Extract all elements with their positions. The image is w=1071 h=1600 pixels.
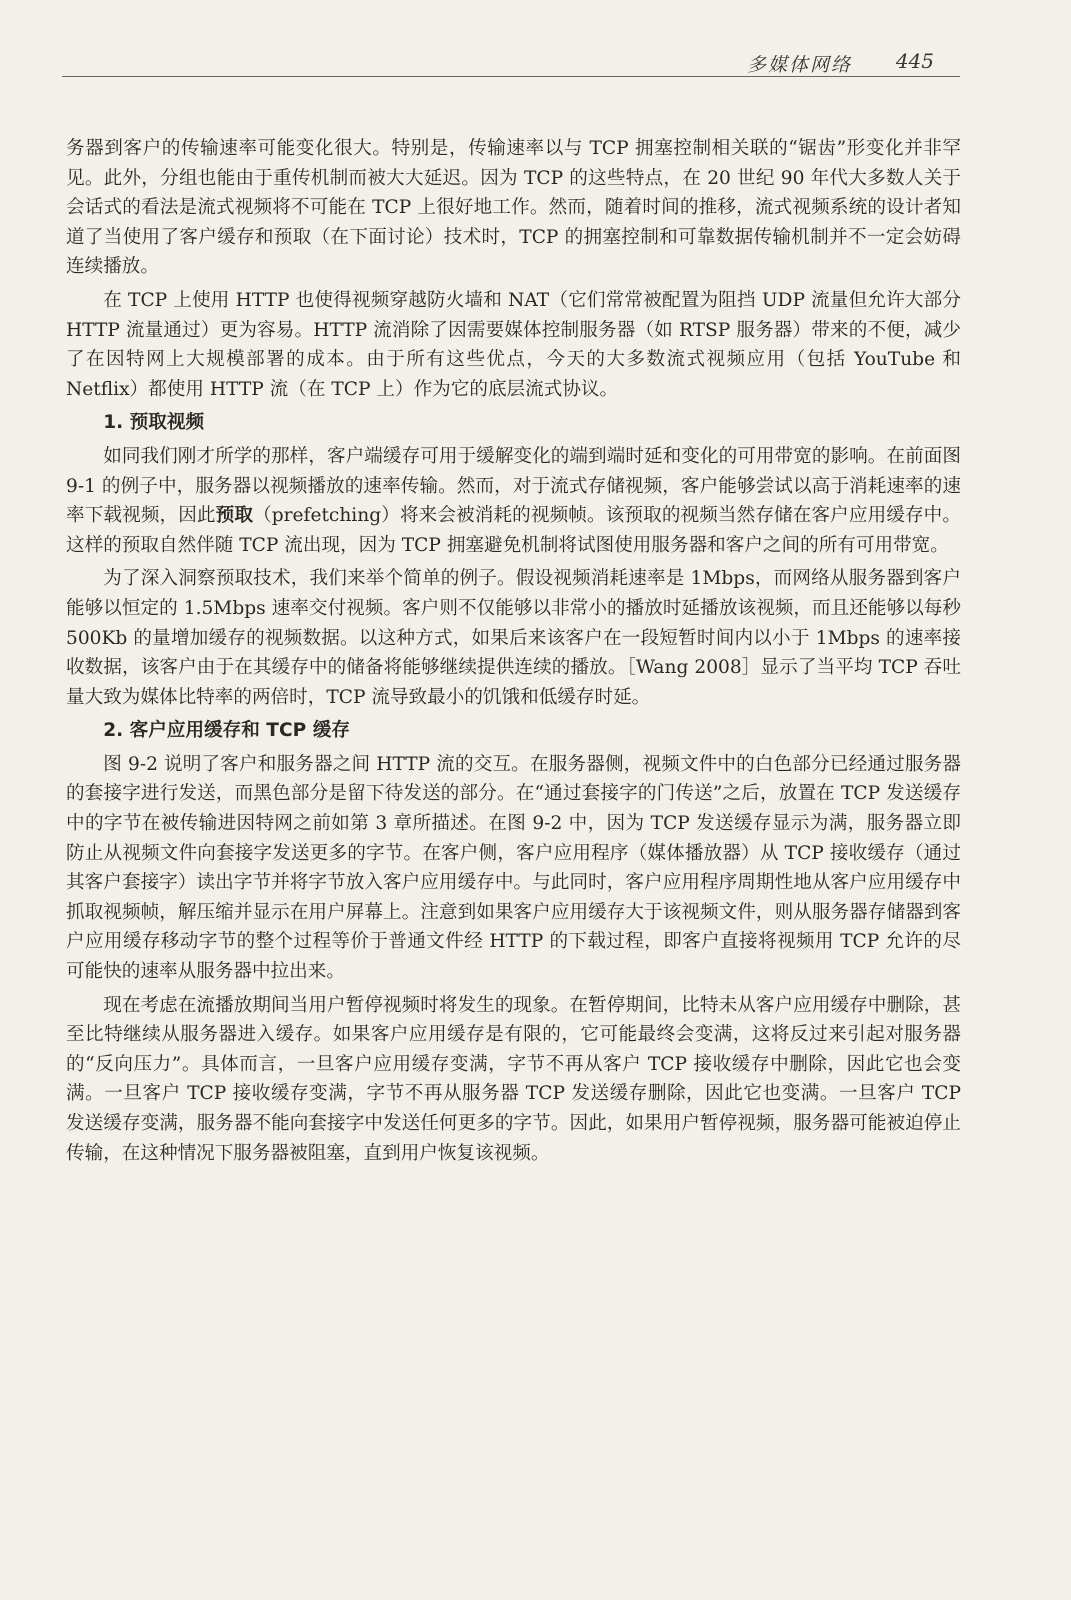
- paragraph-prefetch-example: 为了深入洞察预取技术，我们来举个简单的例子。假设视频消耗速率是 1Mbps，而网络从服务器到客户能够以恒定的 1.5Mbps 速率交付视频。客户则不仅能够以非常小的播放时延播放该视频，而且还能够以每秒 500Kb 的量增加缓存的视频数据。以这种方式，如果后来该客户在一段短暂时间内以小于 1Mbps 的速率接收数据，该客户由于在其缓存中的储备将能够继续提供连续的播放。［Wang 2008］显示了当平均 TCP 吞吐量大致为媒体比特率的两倍时，TCP 流导致最小的饥饿和低缓存时延。: [66, 568, 961, 708]
- running-header: [62, 44, 960, 77]
- paragraph-http-tcp: 在 TCP 上使用 HTTP 也使得视频穿越防火墙和 NAT（它们常常被配置为阻挡 UDP 流量但允许大部分 HTTP 流量通过）更为容易。HTTP 流消除了因需要媒体控制服务器（如 RTSP 服务器）带来的不便，减少了在因特网上大规模部署的成本。由于所有这些优点，今天的大多数流式视频应用（包括 YouTube 和 Netflix）都使用 HTTP 流（在 TCP 上）作为它的底层流式协议。: [66, 289, 961, 400]
- paragraph-prefetch-intro: [66, 442, 961, 560]
- paragraph-buffers: 图 9-2 说明了客户和服务器之间 HTTP 流的交互。在服务器侧，视频文件中的白色部分已经通过服务器的套接字进行发送，而黑色部分是留下待发送的部分。在“通过套接字的门传送”之后，放置在 TCP 发送缓存中的字节在被传输进因特网之前如第 3 章所描述。在图 9-2 中，因为 TCP 发送缓存显示为满，服务器立即防止从视频文件向套接字发送更多的字节。在客户侧，客户应用程序（媒体播放器）从 TCP 接收缓存（通过其客户套接字）读出字节并将字节放入客户应用缓存中。与此同时，客户应用程序周期性地从客户应用缓存中抓取视频帧，解压缩并显示在用户屏幕上。注意到如果客户应用缓存大于该视频文件，则从服务器存储器到客户应用缓存移动字节的整个过程等价于普通文件经 HTTP 的下载过程，即客户直接将视频用 TCP 允许的尽可能快的速率从服务器中拉出来。: [66, 753, 961, 983]
- running-title: 多媒体网络: [746, 54, 852, 76]
- paragraph-pause: 现在考虑在流播放期间当用户暂停视频时将发生的现象。在暂停期间，比特未从客户应用缓存中删除，甚至比特继续从服务器进入缓存。如果客户应用缓存是有限的，它可能最终会变满，这将反过来引起对服务器的“反向压力”。具体而言，一旦客户应用缓存变满，字节不再从客户 TCP 接收缓存中删除，因此它也会变满。一旦客户 TCP 接收缓存变满，字节不再从服务器 TCP 发送缓存删除，因此它也变满。一旦客户 TCP 发送缓存变满，服务器不能向套接字中发送任何更多的字节。因此，如果用户暂停视频，服务器可能被迫停止传输，在这种情况下服务器被阻塞，直到用户恢复该视频。: [66, 994, 961, 1164]
- term-prefetch: 预取: [215, 505, 254, 527]
- page-number: 445: [895, 49, 934, 73]
- body-text: [66, 134, 961, 1168]
- section-heading-prefetch: 1. 预取视频: [103, 412, 205, 434]
- text-run: （prefetching）将来会被消耗的视频帧。该预取的视频当然存储在客户应用缓存中。这样的预取自然伴随 TCP 流出现，因为 TCP 拥塞避免机制将试图使用服务器和客户之间的所有可用带宽。: [66, 505, 961, 556]
- section-heading-buffers: 2. 客户应用缓存和 TCP 缓存: [103, 720, 350, 742]
- paragraph-continued: 务器到客户的传输速率可能变化很大。特别是，传输速率以与 TCP 拥塞控制相关联的“锯齿”形变化并非罕见。此外，分组也能由于重传机制而被大大延迟。因为 TCP 的这些特点，在 20 世纪 90 年代大多数人关于会话式的看法是流式视频将不可能在 TCP 上很好地工作。然而，随着时间的推移，流式视频系统的设计者知道了当使用了客户缓存和预取（在下面讨论）技术时，TCP 的拥塞控制和可靠数据传输机制并不一定会妨碍连续播放。: [66, 138, 961, 278]
- text-run: 如同我们刚才所学的那样，客户端缓存可用于缓解变化的端到端时延和变化的可用带宽的影响。在前面图 9-1 的例子中，服务器以视频播放的速率传输。然而，对于流式存储视频，客户能够尝试以高于消耗速率的速率下载视频，因此: [66, 445, 961, 527]
